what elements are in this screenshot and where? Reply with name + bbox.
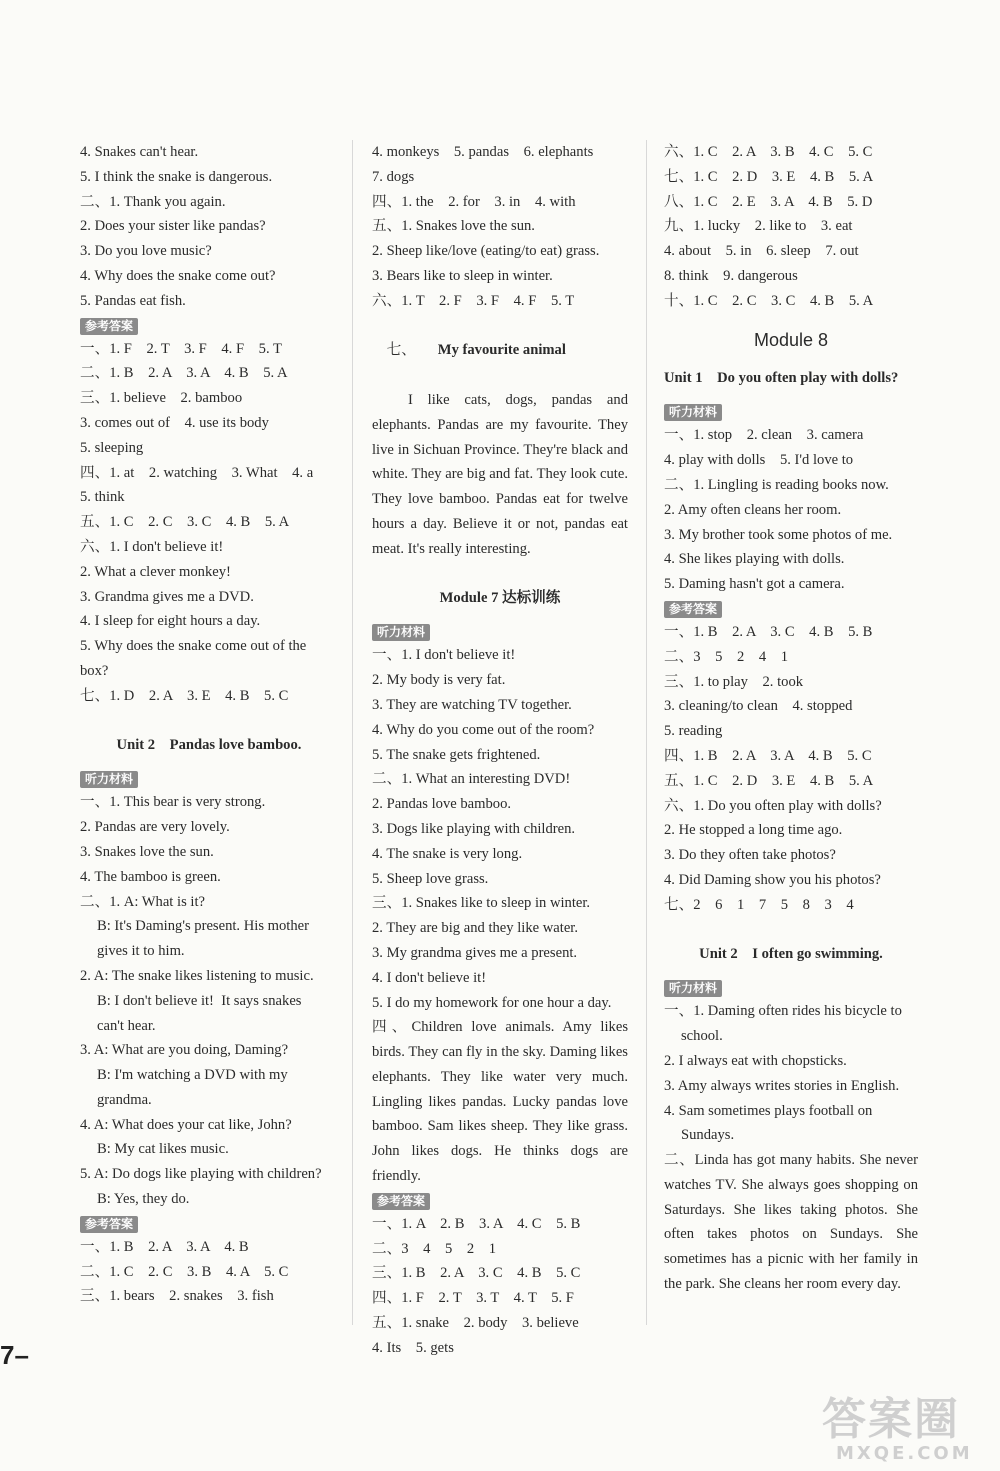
- text-line: 七、2 6 1 7 5 8 3 4: [664, 896, 854, 913]
- text-line: 三、1. bears 2. snakes 3. fish: [80, 1288, 274, 1305]
- column-2: [372, 140, 632, 1361]
- text-line: 3. Amy always writes stories in English.: [664, 1077, 900, 1094]
- text-line: 4. Why does the snake come out?: [80, 267, 276, 284]
- text-line: 3. My grandma gives me a present.: [372, 944, 578, 961]
- text-line: 八、1. C 2. E 3. A 4. B 5. D: [664, 193, 873, 210]
- dialog-question: 4. A: What does your cat like, John?: [80, 1116, 292, 1133]
- text-line: 5. sleeping: [80, 439, 144, 456]
- text-line: 六、1. Do you often play with dolls?: [664, 797, 882, 814]
- text-line: 5. Daming hasn't got a camera.: [664, 576, 845, 593]
- unit-1-title: Unit 1 Do you often play with dolls?: [664, 369, 899, 386]
- listening-badge: 听力材料: [664, 980, 722, 997]
- text-line: 5. Why does the snake come out of the: [80, 638, 307, 655]
- text-line: 一、1. This bear is very strong.: [80, 794, 266, 811]
- answers-badge: 参考答案: [664, 601, 722, 618]
- text-line-continued: school.: [681, 1028, 723, 1045]
- listening-paragraph: 二、Linda has got many habits. She never watches TV. She always goes shopping on Saturdays. She likes taking photos. She often takes photos on Sundays. She sometimes has a picnic with her family in the park. She cleans her room every day.: [664, 1152, 922, 1293]
- text-line: 3. Snakes love the sun.: [80, 843, 214, 860]
- text-line: 3. comes out of 4. use its body: [80, 414, 269, 431]
- text-line: 三、1. to play 2. took: [664, 673, 804, 690]
- text-line: box?: [80, 662, 109, 679]
- text-line: 4. The snake is very long.: [372, 845, 523, 862]
- dialog-question: 2. A: The snake likes listening to music.: [80, 967, 314, 984]
- text-line: 4. play with dolls 5. I'd love to: [664, 452, 854, 469]
- col1-dialog: [80, 890, 338, 1212]
- col2-answers: [372, 1212, 628, 1361]
- text-line: 五、1. Snakes love the sun.: [372, 218, 535, 235]
- col3-top-lines: [664, 140, 918, 314]
- dialog-answer: B: My cat likes music.: [97, 1141, 229, 1158]
- text-line: 4. Snakes can't hear.: [80, 144, 199, 160]
- text-line: 3. Do they often take photos?: [664, 847, 836, 864]
- listening-paragraph: 四、Children love animals. Amy likes birds. They can fly in the sky. Daming likes elephants. They like water very much. Lingling likes pandas. Lucky pandas love bamboo. Sam likes sheep. They like grass. John likes dogs. He thinks dogs are friendly.: [372, 1019, 632, 1185]
- text-line: 4. Did Daming show you his photos?: [664, 871, 881, 888]
- column-divider: [352, 140, 353, 1325]
- col1-top-lines: [80, 140, 338, 314]
- text-line: 五、1. snake 2. body 3. believe: [372, 1315, 579, 1332]
- answers-badge: 参考答案: [80, 318, 138, 335]
- text-line: 4. I don't believe it!: [372, 969, 487, 986]
- dialog-answer: grandma.: [97, 1091, 152, 1108]
- text-line: 5. Pandas eat fish.: [80, 292, 186, 309]
- col1-answers: [80, 337, 338, 709]
- text-line: 2. What a clever monkey!: [80, 563, 231, 580]
- dialog-question: 5. A: Do dogs like playing with children?: [80, 1166, 322, 1183]
- text-line: 一、1. B 2. A 3. C 4. B 5. B: [664, 623, 873, 640]
- dialog-answer: gives it to him.: [97, 943, 185, 960]
- text-line: 3. cleaning/to clean 4. stopped: [664, 698, 853, 715]
- watermark-logo: [822, 1396, 973, 1464]
- essay-number: 七、: [386, 342, 416, 359]
- text-line: 四、1. F 2. T 3. T 4. T 5. F: [372, 1290, 574, 1307]
- text-line: 5. I do my homework for one hour a day.: [372, 994, 612, 1011]
- text-line: 4. Sam sometimes plays football on: [664, 1102, 873, 1119]
- module-8-title: Module 8: [753, 329, 829, 350]
- listening-badge: 听力材料: [664, 404, 722, 421]
- text-line: 4. Its 5. gets: [372, 1339, 454, 1356]
- text-line: 3. Grandma gives me a DVD.: [80, 588, 254, 605]
- col3-answers: [664, 620, 918, 918]
- listening-badge: 听力材料: [80, 771, 138, 788]
- text-line: 3. Bears like to sleep in winter.: [372, 267, 553, 284]
- text-line: 三、1. Snakes like to sleep in winter.: [372, 895, 591, 912]
- dialog-question: 二、1. A: What is it?: [80, 893, 205, 910]
- dialog-answer: can't hear.: [97, 1017, 156, 1034]
- unit-2-title: Unit 2 Pandas love bamboo.: [116, 736, 302, 753]
- text-line: 一、1. A 2. B 3. A 4. C 5. B: [372, 1215, 581, 1232]
- text-line: 4. about 5. in 6. sleep 7. out: [664, 243, 859, 260]
- text-line: 5. The snake gets frightened.: [372, 746, 541, 763]
- answers-badge: 参考答案: [80, 1216, 138, 1233]
- watermark-text: 答案圈: [822, 1394, 960, 1445]
- text-line: 2. Pandas are very lovely.: [80, 819, 230, 836]
- text-line: 七、1. C 2. D 3. E 4. B 5. A: [664, 168, 874, 185]
- dialog-question: 3. A: What are you doing, Daming?: [80, 1042, 289, 1059]
- text-line: 2. Sheep like/love (eating/to eat) grass.: [372, 243, 600, 260]
- text-line: 四、1. at 2. watching 3. What 4. a: [80, 464, 314, 481]
- text-line: 五、1. C 2. D 3. E 4. B 5. A: [664, 772, 874, 789]
- essay-title: My favourite animal: [437, 342, 566, 359]
- col1-answers-2: [80, 1235, 338, 1309]
- text-line: 2. Amy often cleans her room.: [664, 501, 842, 518]
- text-line: 十、1. C 2. C 3. C 4. B 5. A: [664, 292, 874, 309]
- text-line: 九、1. lucky 2. like to 3. eat: [664, 218, 853, 235]
- answers-badge: 参考答案: [372, 1193, 430, 1210]
- page-number: 7–: [0, 1340, 29, 1370]
- text-line: 六、1. T 2. F 3. F 4. F 5. T: [372, 292, 575, 309]
- text-line: 六、1. C 2. A 3. B 4. C 5. C: [664, 144, 873, 160]
- text-line: 四、1. the 2. for 3. in 4. with: [372, 193, 576, 210]
- watermark-url: MXQE.COM: [836, 1443, 973, 1464]
- text-line: 一、1. I don't believe it!: [372, 647, 516, 664]
- text-line: 5. I think the snake is dangerous.: [80, 168, 273, 185]
- essay-paragraph: I like cats, dogs, pandas and elephants. Pandas are my favourite. They live in Sichuan Province. They're black and white. They are big and fat. They look cute. They love bamboo. Pandas eat for twelve hours a day. Believe it or not, pandas eat meat. It's really interesting.: [372, 391, 632, 557]
- text-line: 4. I sleep for eight hours a day.: [80, 613, 261, 630]
- col3-listening: [664, 423, 918, 597]
- dialog-answer: B: Yes, they do.: [97, 1191, 190, 1208]
- text-line: 一、1. B 2. A 3. A 4. B: [80, 1238, 249, 1255]
- text-line: 3. They are watching TV together.: [372, 696, 572, 713]
- text-line: 六、1. I don't believe it!: [80, 538, 224, 555]
- column-divider: [646, 140, 647, 1325]
- text-line: 5. reading: [664, 723, 723, 740]
- text-line: 5. Sheep love grass.: [372, 870, 489, 887]
- text-line: 一、1. stop 2. clean 3. camera: [664, 427, 864, 444]
- text-line: 二、3 4 5 2 1: [372, 1240, 497, 1257]
- unit-2-title: Unit 2 I often go swimming.: [699, 945, 883, 962]
- text-line: 2. Does your sister like pandas?: [80, 218, 266, 235]
- dialog-answer: B: I don't believe it! It says snakes: [97, 992, 302, 1009]
- text-line: 二、1. What an interesting DVD!: [372, 771, 571, 788]
- text-line: 一、1. Daming often rides his bicycle to: [664, 1003, 902, 1020]
- text-line: 三、1. believe 2. bamboo: [80, 390, 243, 407]
- text-line: 3. My brother took some photos of me.: [664, 526, 893, 543]
- text-line: 五、1. C 2. C 3. C 4. B 5. A: [80, 514, 290, 531]
- column-3: [664, 140, 922, 1297]
- text-line: 二、1. C 2. C 3. B 4. A 5. C: [80, 1263, 289, 1280]
- text-line: 3. Do you love music?: [80, 243, 212, 260]
- text-line: 3. Dogs like playing with children.: [372, 820, 576, 837]
- text-line: 二、1. Lingling is reading books now.: [664, 476, 889, 493]
- text-line: 2. Pandas love bamboo.: [372, 796, 512, 813]
- col3-listening-2: [664, 999, 918, 1148]
- dialog-answer: B: I'm watching a DVD with my: [97, 1067, 288, 1084]
- listening-badge: 听力材料: [372, 624, 430, 641]
- text-line: 七、1. D 2. A 3. E 4. B 5. C: [80, 687, 289, 704]
- module-7-title: Module 7 达标训练: [439, 589, 561, 606]
- text-line: 7. dogs: [372, 168, 415, 185]
- column-1: [80, 140, 338, 1309]
- text-line: 2. They are big and they like water.: [372, 920, 579, 937]
- col2-listening: [372, 643, 628, 1015]
- text-line-continued: Sundays.: [681, 1127, 735, 1144]
- text-line: 4. Why do you come out of the room?: [372, 721, 595, 738]
- text-line: 2. I always eat with chopsticks.: [664, 1052, 847, 1069]
- text-line: 2. My body is very fat.: [372, 672, 506, 689]
- text-line: 4. She likes playing with dolls.: [664, 551, 845, 568]
- text-line: 二、1. B 2. A 3. A 4. B 5. A: [80, 365, 288, 382]
- essay-heading: [372, 314, 628, 388]
- text-line: 4. monkeys 5. pandas 6. elephants: [372, 144, 594, 160]
- text-line: 2. He stopped a long time ago.: [664, 822, 843, 839]
- text-line: 5. think: [80, 489, 125, 506]
- col1-listening: [80, 790, 338, 889]
- text-line: 三、1. B 2. A 3. C 4. B 5. C: [372, 1265, 581, 1282]
- text-line: 一、1. F 2. T 3. F 4. F 5. T: [80, 340, 282, 357]
- text-line: 二、1. Thank you again.: [80, 193, 226, 210]
- col2-top-lines: [372, 140, 628, 314]
- text-line: 二、3 5 2 4 1: [664, 648, 789, 665]
- dialog-answer: B: It's Daming's present. His mother: [97, 918, 309, 935]
- text-line: 4. The bamboo is green.: [80, 868, 221, 885]
- text-line: 四、1. B 2. A 3. A 4. B 5. C: [664, 747, 872, 764]
- text-line: 8. think 9. dangerous: [664, 267, 798, 284]
